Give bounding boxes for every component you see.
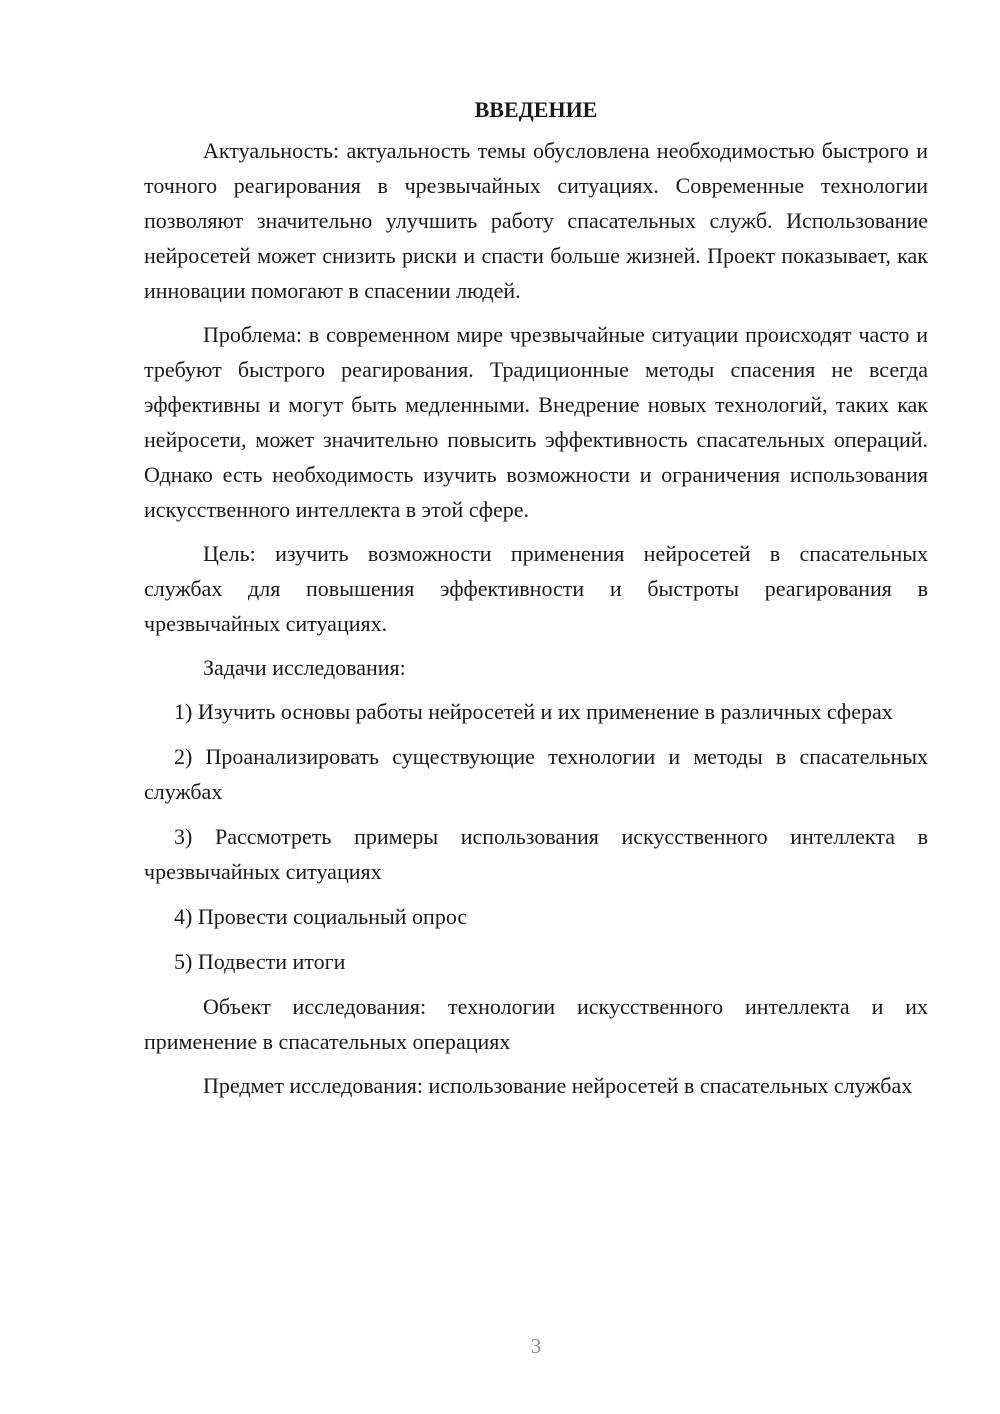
subject-paragraph: Предмет исследования: использование нейросетей в спасательных службах bbox=[203, 1073, 913, 1098]
page-title: ВВЕДЕНИЕ bbox=[474, 97, 598, 122]
tasks-list bbox=[144, 694, 928, 979]
object-paragraph: Объект исследования: технологии искусственного интеллекта и их применение в спасательных операциях bbox=[144, 994, 928, 1054]
page-content bbox=[144, 92, 928, 1112]
task-item: 3) Рассмотреть примеры использования искусственного интеллекта в чрезвычайных ситуациях bbox=[144, 824, 928, 884]
problem-paragraph: Проблема: в современном мире чрезвычайные ситуации происходят часто и требуют быстрого реагирования. Традиционные методы спасения не всегда эффективны и могут быть медленными. Внедрение новых технологий, таких как нейросети, может значительно повысить эффективность спасательных операций. Однако есть необходимость изучить возможности и ограничения использования искусственного интеллекта в этой сфере. bbox=[144, 322, 928, 522]
relevance-paragraph: Актуальность: актуальность темы обусловлена необходимостью быстрого и точного реагирования в чрезвычайных ситуациях. Современные технологии позволяют значительно улучшить работу спасательных служб. Использование нейросетей может снизить риски и спасти больше жизней. Проект показывает, как инновации помогают в спасении людей. bbox=[144, 138, 928, 303]
task-item: 5) Подвести итоги bbox=[174, 949, 346, 974]
tasks-heading: Задачи исследования: bbox=[203, 655, 406, 680]
task-item: 1) Изучить основы работы нейросетей и их применение в различных сферах bbox=[174, 699, 893, 724]
task-item: 2) Проанализировать существующие технологии и методы в спасательных службах bbox=[144, 744, 928, 804]
task-item: 4) Провести социальный опрос bbox=[174, 904, 468, 929]
goal-paragraph: Цель: изучить возможности применения нейросетей в спасательных службах для повышения эффективности и быстроты реагирования в чрезвычайных ситуациях. bbox=[144, 541, 928, 636]
page-number: 3 bbox=[530, 1334, 542, 1358]
